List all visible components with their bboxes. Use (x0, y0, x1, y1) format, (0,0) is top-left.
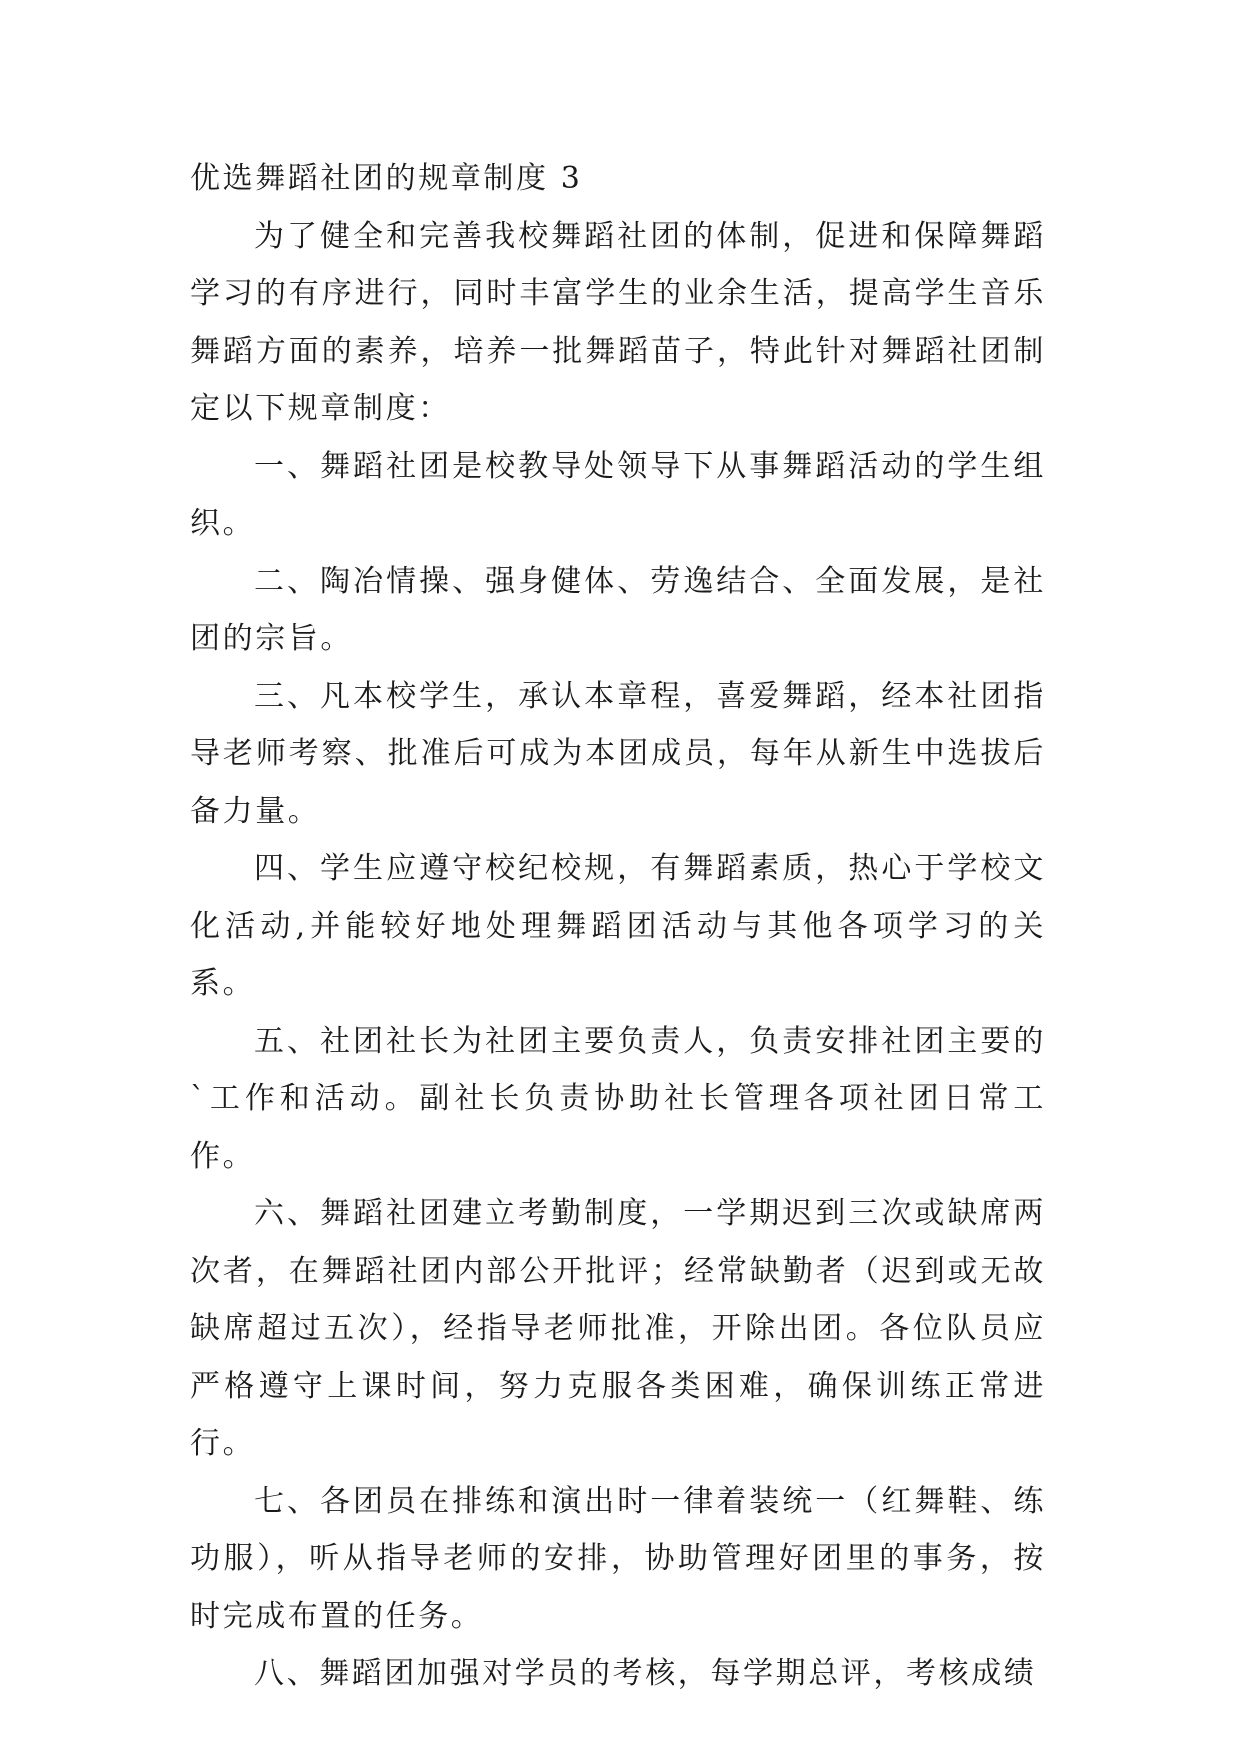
paragraph-rule-8: 八、舞蹈团加强对学员的考核，每学期总评，考核成绩 (254, 1656, 1037, 1691)
paragraph-rule-3: 三、凡本校学生，承认本章程，喜爱舞蹈，经本社团指导老师考察、批准后可成为本团成员，每年从新生中选拔后备力量。 (190, 678, 1046, 829)
paragraph-rule-2: 二、陶冶情操、强身健体、劳逸结合、全面发展，是社团的宗旨。 (190, 563, 1046, 656)
paragraph-rule-1: 一、舞蹈社团是校教导处领导下从事舞蹈活动的学生组织。 (190, 448, 1046, 541)
paragraph-rule-6: 六、舞蹈社团建立考勤制度，一学期迟到三次或缺席两次者，在舞蹈社团内部公开批评；经常缺勤者（迟到或无故缺席超过五次），经指导老师批准，开除出团。各位队员应严格遵守上课时间，努力克服各类困难，确保训练正常进行。 (190, 1196, 1046, 1461)
paragraph-rule-4: 四、学生应遵守校纪校规，有舞蹈素质，热心于学校文化活动,并能较好地处理舞蹈团活动与其他各项学习的关系。 (190, 851, 1046, 1001)
document-title: 优选舞蹈社团的规章制度 3 (190, 161, 583, 196)
paragraph-intro: 为了健全和完善我校舞蹈社团的体制，促进和保障舞蹈学习的有序进行，同时丰富学生的业余生活，提高学生音乐舞蹈方面的素养，培养一批舞蹈苗子，特此针对舞蹈社团制定以下规章制度： (190, 218, 1046, 426)
document-body (190, 150, 1046, 1703)
paragraph-rule-5: 五、社团社长为社团主要负责人，负责安排社团主要的`工作和活动。副社长负责协助社长管理各项社团日常工作。 (190, 1023, 1046, 1174)
paragraph-rule-7: 七、各团员在排练和演出时一律着装统一（红舞鞋、练功服），听从指导老师的安排，协助管理好团里的事务，按时完成布置的任务。 (190, 1483, 1046, 1634)
